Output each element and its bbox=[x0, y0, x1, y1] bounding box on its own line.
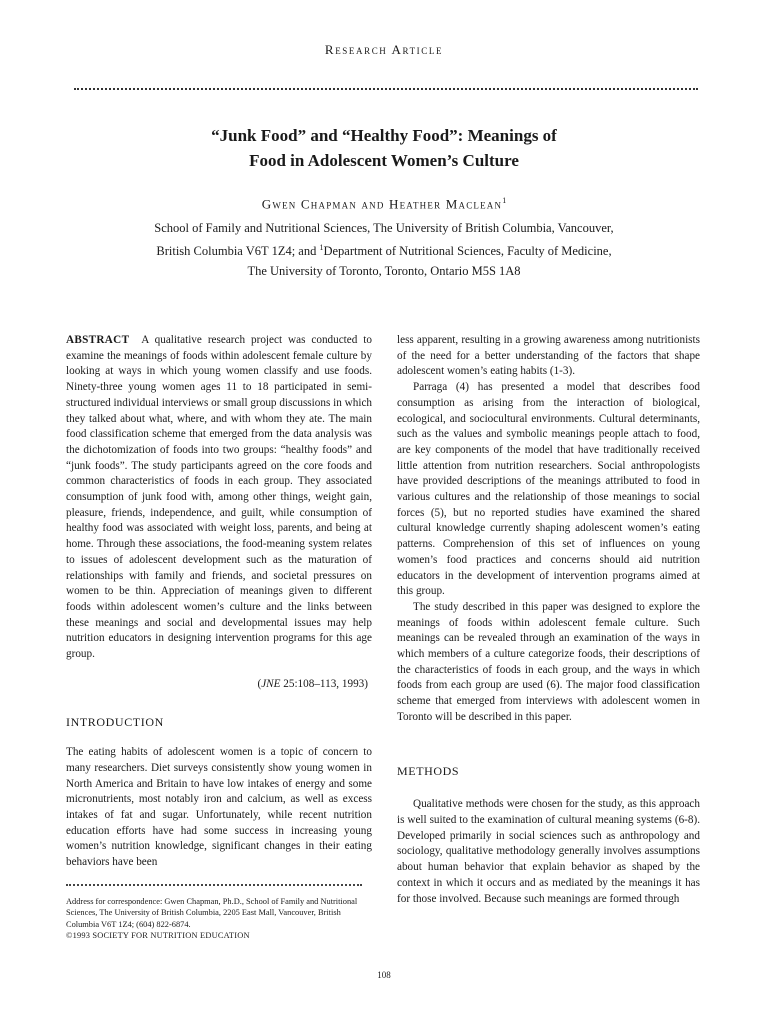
abstract-label: ABSTRACT bbox=[66, 334, 130, 346]
footnote bbox=[66, 896, 372, 942]
affiliation bbox=[84, 218, 684, 281]
author-superscript: 1 bbox=[502, 196, 507, 205]
footnote-dotted-rule bbox=[66, 884, 362, 886]
title-line-1: “Junk Food” and “Healthy Food”: Meanings of bbox=[211, 126, 557, 145]
abstract-text: A qualitative research project was conducted to examine the meanings of foods within adolescent female culture by looking at ways in which young women classify and use foods. Ninety-three young women ages 11 to 18 participated in semi-structured individual interviews or small group discussions in which they talked about what, where, and with whom they ate. The main food classification scheme that emerged from the data analysis was the dichotomization of foods into two groups: “healthy foods” and “junk foods”. The study participants agreed on the core foods and common characteristics of foods in each group. They associated consumption of junk food with, among other things, weight gain, pleasure, friends, independence, and guilt, while consumption of healthy food was associated with weight loss, parents, and being at home. Through these associations, the food-meaning system relates to issues of adolescent development such as the maturation of relationships with family and friends, and societal pressures on women to be thin. Appreciation of meanings given to different foods within adolescent women’s culture and the links between these meanings and social and developmental issues may help nutrition educators in designing intervention programs for this age group. bbox=[66, 334, 373, 661]
author-names-text: Gwen Chapman and Heather Maclean bbox=[261, 196, 503, 212]
article-title bbox=[64, 123, 704, 173]
running-head: Research Article bbox=[324, 42, 444, 57]
page-number: 108 bbox=[377, 970, 391, 980]
left-column bbox=[66, 333, 372, 871]
introduction-heading: INTRODUCTION bbox=[66, 715, 164, 730]
affiliation-line-2-end: Department of Nutritional Sciences, Faculty of Medicine, bbox=[323, 244, 612, 259]
abstract bbox=[66, 333, 372, 663]
affiliation-line-2 bbox=[84, 238, 684, 261]
introduction-continued: less apparent, resulting in a growing awareness among nutritionists of the need for a better understanding of the factors that shape adolescent women’s eating habits (1-3). bbox=[397, 334, 700, 378]
correspondence-address: Address for correspondence: Gwen Chapman, Ph.D., School of Family and Nutritional Sciences, The University of British Columbia, 2205 East Mall, Vancouver, British Columbia V6T 1Z4; (604) 822-6874. bbox=[66, 897, 358, 929]
right-column bbox=[397, 333, 700, 907]
title-line-2: Food in Adolescent Women’s Culture bbox=[249, 151, 519, 170]
affiliation-line-2-start: British Columbia V6T 1Z4; and bbox=[156, 244, 320, 259]
methods-paragraph: Qualitative methods were chosen for the study, as this approach is well suited to the examination of cultural meaning systems (6-8). Developed primarily in social sciences such as anthropology and sociology, qualitative methodology generally involves assumptions about human behavior that explain behavior as shaped by the context in which it occurs and as mediated by the meanings it has for those involved. Because such meanings are formed through bbox=[397, 798, 700, 905]
copyright-notice: ©1993 SOCIETY FOR NUTRITION EDUCATION bbox=[66, 931, 250, 941]
affiliation-superscript: 1 bbox=[319, 243, 324, 252]
citation-details: 25:108–113, 1993) bbox=[280, 677, 368, 690]
study-paragraph: The study described in this paper was designed to explore the meanings of foods within adolescent female culture. Such meanings can be revealed through an examination of the ways in which members of a culture categorize foods, their descriptions of the characteristics of foods in each group, and the ways in which foods from each group are used (6). The major food classification scheme that emerged from interviews with adolescent women in Toronto will be described in this paper. bbox=[397, 600, 700, 723]
parraga-paragraph: Parraga (4) has presented a model that describes food consumption as arising from the interaction of biological, ecological, and sociocultural environments. Cultural determinants, such as the values and symbolic meanings people attach to food, are key components of the model that have traditionally received little attention from nutrition researchers. Social anthropologists have provided descriptions of the meanings attributed to food in various cultures and the relationship of those meanings to social forces (5), but no reported studies have examined the shared cultural knowledge currently shaping adolescent women’s eating patterns. Comprehension of this set of influences on young women’s food practices and concerns should aid nutrition educators in the development of intervention programs aimed at this group. bbox=[397, 381, 700, 598]
affiliation-line-1: School of Family and Nutritional Sciences, The University of British Columbia, Vancouver, bbox=[154, 221, 614, 235]
methods-heading: METHODS bbox=[397, 763, 460, 778]
author-names bbox=[0, 196, 768, 212]
citation-journal: JNE bbox=[261, 677, 281, 690]
affiliation-line-3: The University of Toronto, Toronto, Ontario M5S 1A8 bbox=[247, 264, 521, 279]
journal-citation: (JNE 25:108–113, 1993) bbox=[257, 677, 368, 690]
header-dotted-rule bbox=[74, 88, 698, 90]
introduction-paragraph: The eating habits of adolescent women is a topic of concern to many researchers. Diet surveys consistently show young women in North America and Britain to have low intakes of energy and some micronutrients, most notably iron and calcium, as well as excess intakes of fat and sugar. Unfortunately, while recent nutrition education efforts have had some success in increasing young women’s nutrition knowledge, significant changes in their eating behaviors have been bbox=[66, 746, 372, 869]
